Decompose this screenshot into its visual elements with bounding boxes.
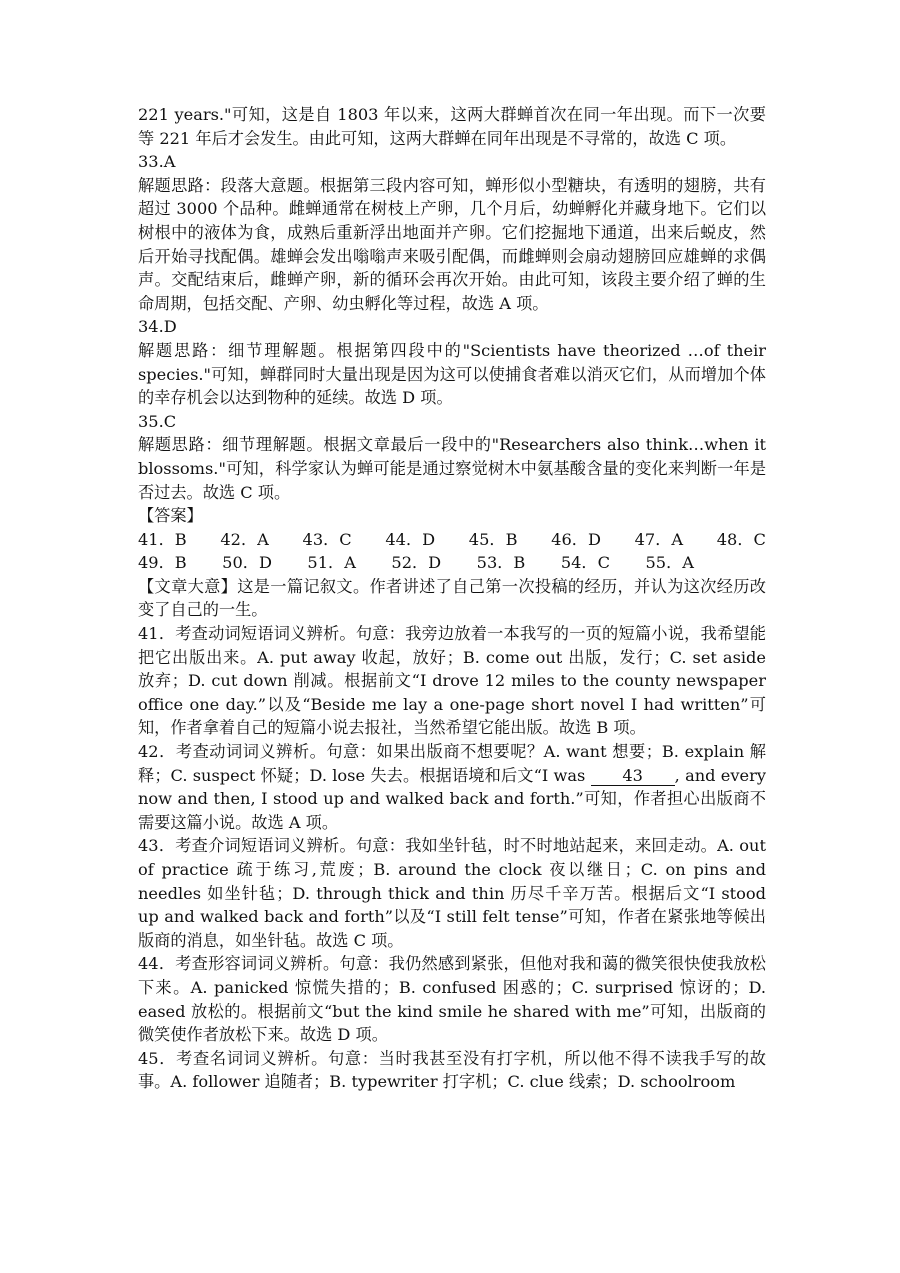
answer-item: 49．B: [138, 553, 187, 573]
question-41-explanation: 41．考查动词短语词义辨析。句意：我旁边放着一本我写的一页的短篇小说，我希望能把它出版出来。A. put away 收起，放好；B. come out 出版，发行；C. set aside 放弃；D. cut down 削减。根据前文“I drove 12 miles to the county newspaper office one day.”以及“Beside me lay a one-page short novel I had written”可知，作者拿着自己的短篇小说去报社，当然希望它能出版。故选 B 项。: [138, 624, 766, 738]
answer-item: 46．D: [551, 529, 601, 549]
answer-item: 54．C: [560, 553, 610, 573]
q42-text-before: 42．考查动词词义辨析。句意：如果出版商不想要呢？A. want 想要；B. explain 解释；C. suspect 怀疑；D. lose 失去。根据语境和后文“I was: [138, 742, 766, 785]
question-42-explanation: [138, 740, 766, 834]
answer-heading: 【答案】: [138, 506, 203, 526]
answer-item: 41．B: [138, 529, 187, 549]
answer-item: 51．A: [307, 553, 356, 573]
q42-blank: 43: [591, 767, 675, 786]
answer-item: 45．B: [468, 529, 518, 549]
question-44-explanation: 44．考查形容词词义辨析。句意：我仍然感到紧张，但他对我和蔼的微笑很快使我放松下来。A. panicked 惊慌失措的；B. confused 困惑的；C. surprised 惊讶的；D. eased 放松的。根据前文“but the kind smile he shared with me”可知，出版商的微笑使作者放松下来。故选 D 项。: [138, 954, 766, 1045]
q42-text-after: , and every now and then, I stood up and walked back and forth.”可知，作者担心出版商不需要这篇小说。故选 A 项。: [138, 765, 766, 832]
question-33-answer: 33.A: [138, 152, 176, 172]
answer-item: 43．C: [302, 529, 352, 549]
answer-item: 50．D: [222, 553, 272, 573]
question-45-explanation: 45．考查名词词义辨析。句意：当时我甚至没有打字机，所以他不得不读我手写的故事。A. follower 追随者；B. typewriter 打字机；C. clue 线索；D. schoolroom: [138, 1048, 766, 1092]
answer-item: 47．A: [634, 529, 684, 549]
document-page: [138, 103, 766, 1094]
answer-item: 42．A: [220, 529, 269, 549]
answer-item: 44．D: [385, 529, 436, 549]
answer-item: 52．D: [391, 553, 442, 573]
answer-item: 55．A: [645, 553, 694, 573]
answer-row-1: [138, 528, 766, 552]
question-35-explanation: 解题思路：细节理解题。根据文章最后一段中的"Researchers also think…when it blossoms."可知，科学家认为蝉可能是通过察觉树木中氨基酸含量的变化来判断一年是否过去。故选 C 项。: [138, 435, 766, 502]
question-33-explanation: 解题思路：段落大意题。根据第三段内容可知，蝉形似小型糖块，有透明的翅膀，共有超过 3000 个品种。雌蝉通常在树枝上产卵，几个月后，幼蝉孵化并藏身地下。它们以树根中的液体为食，成熟后重新浮出地面并产卵。它们挖掘地下通道，出来后蜕皮，然后开始寻找配偶。雄蝉会发出嗡嗡声来吸引配偶，而雌蝉则会扇动翅膀回应雄蝉的求偶声。交配结束后，雌蝉产卵，新的循环会再次开始。由此可知，该段主要介绍了蝉的生命周期，包括交配、产卵、幼虫孵化等过程，故选 A 项。: [138, 175, 766, 313]
answer-item: 48．C: [716, 529, 766, 549]
answer-row-2: [138, 551, 694, 575]
question-34-answer: 34.D: [138, 317, 177, 337]
article-summary: 【文章大意】这是一篇记叙文。作者讲述了自己第一次投稿的经历，并认为这次经历改变了自己的一生。: [138, 576, 766, 620]
paragraph-q32-tail: 221 years."可知，这是自 1803 年以来，这两大群蝉首次在同一年出现。而下一次要等 221 年后才会发生。由此可知，这两大群蝉在同年出现是不寻常的，故选 C 项。: [138, 105, 766, 148]
question-35-answer: 35.C: [138, 411, 177, 431]
question-34-explanation: 解题思路：细节理解题。根据第四段中的"Scientists have theorized …of their species."可知，蝉群同时大量出现是因为这可以使捕食者难以消灭它们，从而增加个体的幸存机会以达到物种的延续。故选 D 项。: [138, 340, 766, 408]
answer-item: 53．B: [476, 553, 526, 573]
question-43-explanation: 43．考查介词短语词义辨析。句意：我如坐针毡，时不时地站起来，来回走动。A. out of practice 疏于练习,荒废；B. around the clock 夜以继日；C. on pins and needles 如坐针毡；D. through thick and thin 历尽千辛万苦。根据后文“I stood up and walked back and forth”以及“I still felt tense”可知，作者在紧张地等候出版商的消息，如坐针毡。故选 C 项。: [138, 836, 766, 950]
